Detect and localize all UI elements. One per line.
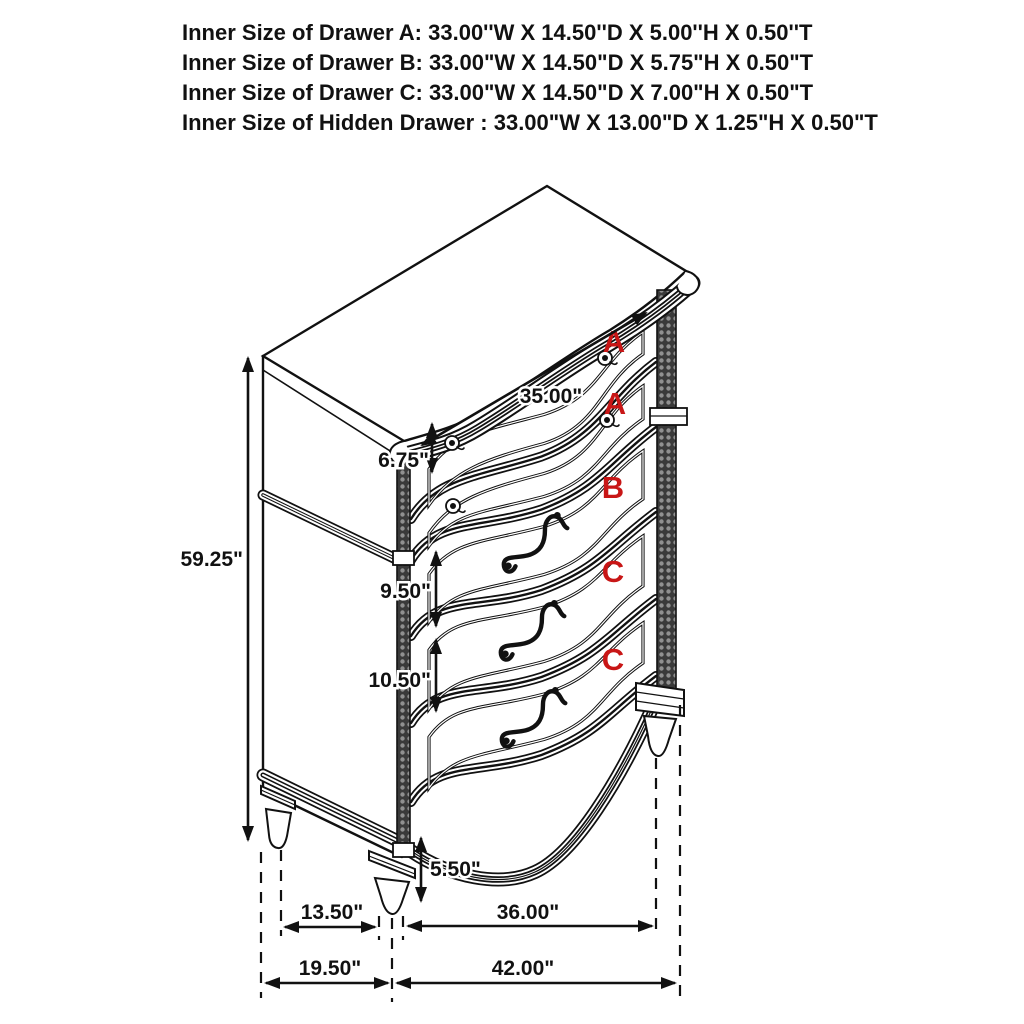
dim-top-width: 35.00" [519,385,583,408]
label-drawer-b: B [601,470,625,505]
dim-drawer-c-height: 10.50" [368,669,431,692]
spec-line-drawer-b: Inner Size of Drawer B: 33.00"W X 14.50"D X 5.75"H X 0.50"T [182,50,814,75]
right-corner-post [657,290,676,694]
spec-line-hidden-drawer: Inner Size of Hidden Drawer : 33.00"W X 13.00"D X 1.25"H X 0.50"T [182,110,878,135]
dim-overall-depth: 19.50" [298,957,362,980]
label-drawer-a2: A [603,386,627,421]
dim-leg-depth-span: 13.50" [300,901,364,924]
front-left-leg [369,851,415,914]
spec-line-drawer-a: Inner Size of Drawer A: 33.00''W X 14.50''D X 5.00''H X 0.50''T [182,20,813,45]
spec-line-drawer-c: Inner Size of Drawer C: 33.00"W X 14.50"D X 7.00"H X 0.50"T [182,80,814,105]
dim-drawer-a-height: 6.75" [378,449,429,472]
dim-overall-height: 59.25" [180,548,243,571]
chest-drawing [261,186,699,914]
dim-leg-height: 5.50" [430,858,481,881]
dim-leg-width-span: 36.00" [496,901,560,924]
dim-overall-width: 42.00" [491,957,555,980]
dim-drawer-b-height: 9.50" [380,580,431,603]
label-drawer-c2: C [601,642,625,677]
label-drawer-c1: C [601,554,625,589]
left-corner-post [397,452,410,852]
label-drawer-a1: A [602,324,626,359]
